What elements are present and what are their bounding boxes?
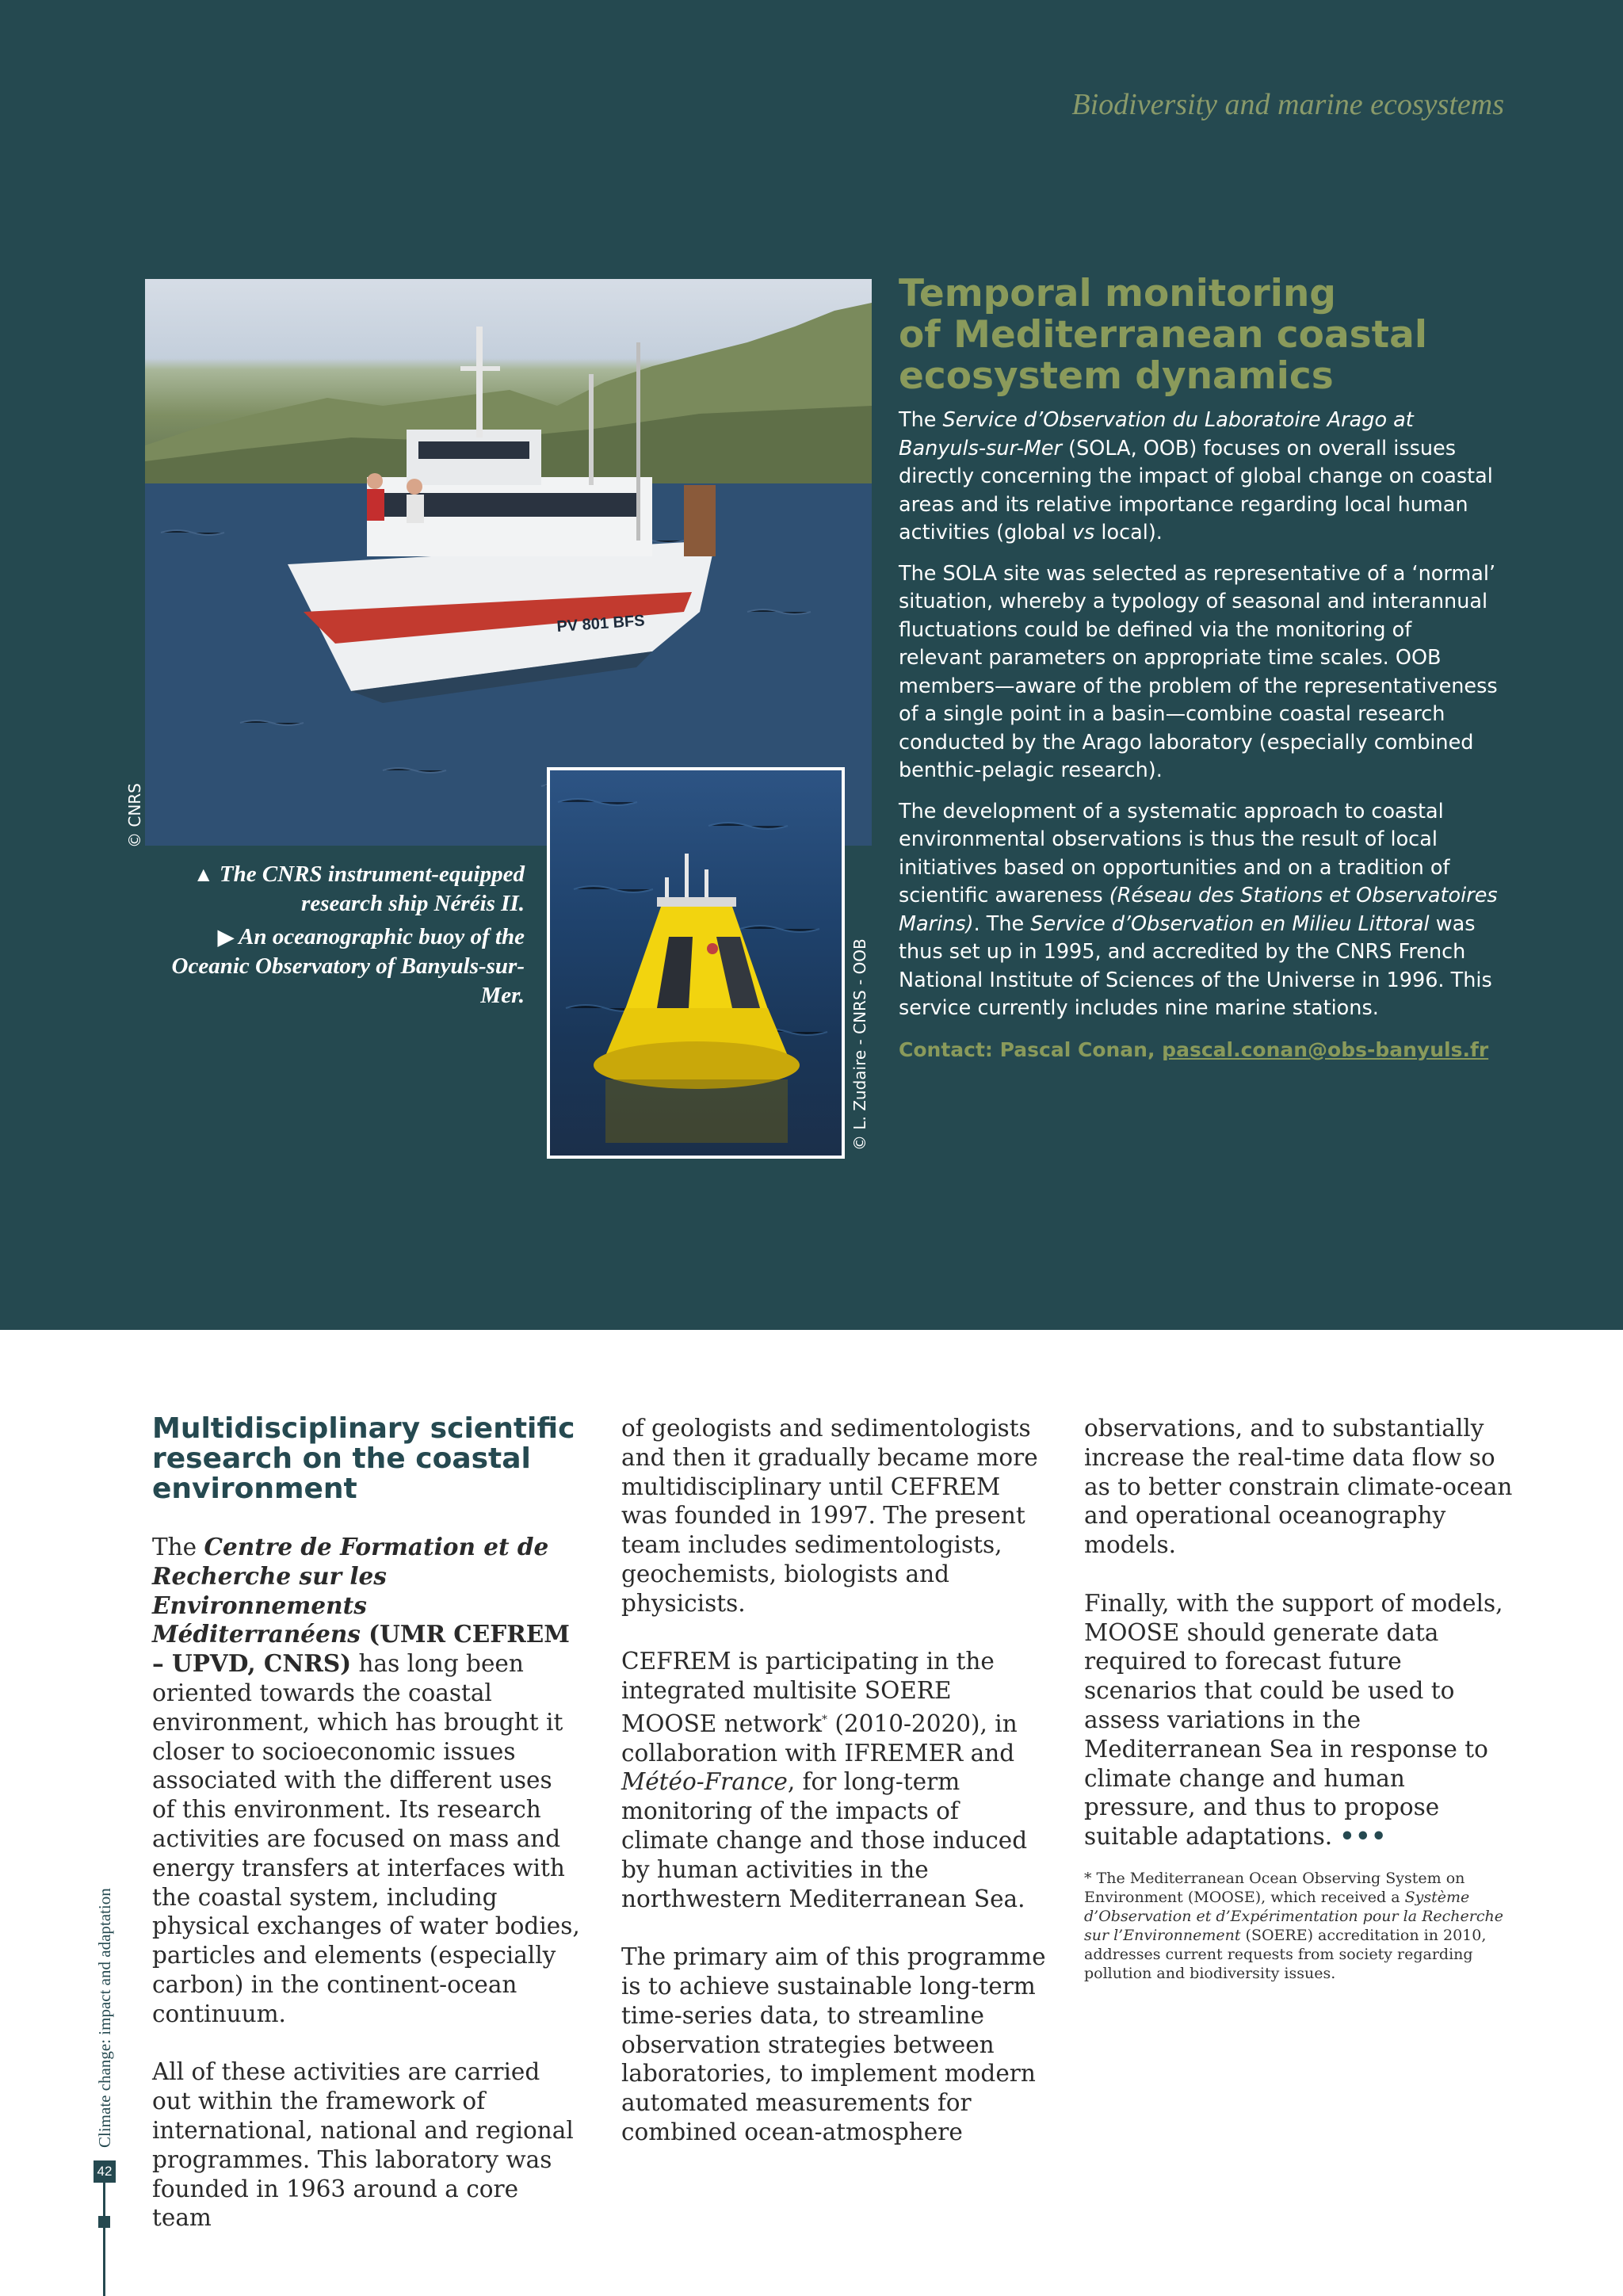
running-title: Climate change: impact and adaptation [95,1888,114,2148]
column1-paragraph-2: All of these activities are carried out within the framework of international, national and regional programmes. This laboratory was founded in 1963 around a core team [152,2058,574,2232]
caption-buoy: ▶ An oceanographic buoy of the Oceanic Observatory of Banyuls-sur-Mer. [171,924,525,1008]
contact-line: Contact: Pascal Conan, pascal.conan@obs-banyuls.fr [899,1037,1489,1061]
feature-title: Temporal monitoring of Mediterranean coastal ecosystem dynamics [899,272,1427,398]
margin-rule [103,2183,105,2296]
article-column-2 [621,1414,1049,2176]
article-column-3 [1084,1414,1518,2012]
section-label: Biodiversity and marine ecosystems [1071,88,1504,121]
continuation-dots: ••• [1339,1822,1388,1851]
triangle-right-icon: ▶ [217,926,234,949]
footnote: * The Mediterranean Ocean Observing System on Environment (MOOSE), which received a Système d’Observation et d’Expérimentation pour la Recherche sur l’Environnement (SOERE) accreditation in 2010, addresses current requests from society regarding pollution and biodiversity issues. [1084,1869,1503,1982]
caption-ship: ▲ The CNRS instrument-equipped research ship Néréis II. [193,861,525,916]
column2-paragraph-2: CEFREM is participating in the integrated multisite SOERE MOOSE network* (2010-2020), in collaboration with IFREMER and Météo-France, for long-term monitoring of the impacts of climate change and those induced by human activities in the northwestern Mediterranean Sea. [621,1648,1028,1912]
feature-box [899,273,1501,1076]
feature-paragraph-2: The SOLA site was selected as representative of a ‘normal’ situation, whereby a typology of seasonal and interannual fluctuations could be defined via the monitoring of relevant parameters on appropriate time scales. OOB members—aware of the problem of the representativeness of a single point in a basin—combine coastal research conducted by the Arago laboratory (especially combined benthic-pelagic research). [899,561,1498,782]
column2-paragraph-3: The primary aim of this programme is to achieve sustainable long-term time-series data, to streamline observation strategies between laboratories, to implement modern automated measurements for combined ocean-atmosphere [621,1943,1046,2145]
feature-paragraph-3: The development of a systematic approach to coastal environmental observations is thus the result of local initiatives based on opportunities and on a tradition of scientific awareness (Réseau des Stations et Observatoires Marins). The Service d’Observation en Milieu Littoral was thus set up in 1995, and accredited by the CNRS French National Institute of Sciences of the Universe in 1996. This service currently includes nine marine stations. [899,799,1498,1020]
triangle-up-icon: ▲ [193,863,214,886]
article-heading: Multidisciplinary scientific research on the coastal environment [152,1412,575,1505]
column2-paragraph-1: of geologists and sedimentologists and then it gradually became more multidisciplinary until CEFREM was founded in 1997. The present team includes sedimentologists, geochemists, biologists and physicists. [621,1415,1038,1617]
column3-paragraph-1: observations, and to substantially increase the real-time data flow so as to better constrain climate-ocean and operational oceanography models. [1084,1415,1513,1559]
hull-marking: PV 801 BFS [556,612,646,636]
research-ship-photo [145,279,872,846]
margin-square-marker [98,2216,110,2228]
contact-email-link[interactable]: pascal.conan@obs-banyuls.fr [1162,1037,1489,1061]
feature-paragraph-1: The Service d’Observation du Laboratoire Arago at Banyuls-sur-Mer (SOLA, OOB) focuses on overall issues directly concerning the impact of global change on coastal areas and its relative importance regarding local human activities (global vs local). [899,408,1493,544]
ship-photo-credit: © CNRS [125,783,144,848]
page-number: 42 [94,2160,116,2183]
column1-paragraph-1: The Centre de Formation et de Recherche sur les Environnements Méditerranéens (UMR CEFREM – UPVD, CNRS) has long been oriented towards the coastal environment, which has brought it closer to socioeconomic issues associated with the different uses of this environment. Its research activities are focused on mass and energy transfers at interfaces with the coastal system, including physical exchanges of water bodies, particles and elements (especially carbon) in the continent-ocean continuum. [152,1533,580,2027]
oceanographic-buoy-photo [547,767,845,1159]
column3-paragraph-2: Finally, with the support of models, MOOSE should generate data required to forecast future scenarios that could be used to assess variations in the Mediterranean Sea in response to climate change and human pressure, and thus to propose suitable adaptations. ••• [1084,1589,1503,1851]
buoy-photo-credit: © L. Zudaire - CNRS - OOB [850,938,869,1151]
article-column-1 [152,1414,580,2262]
